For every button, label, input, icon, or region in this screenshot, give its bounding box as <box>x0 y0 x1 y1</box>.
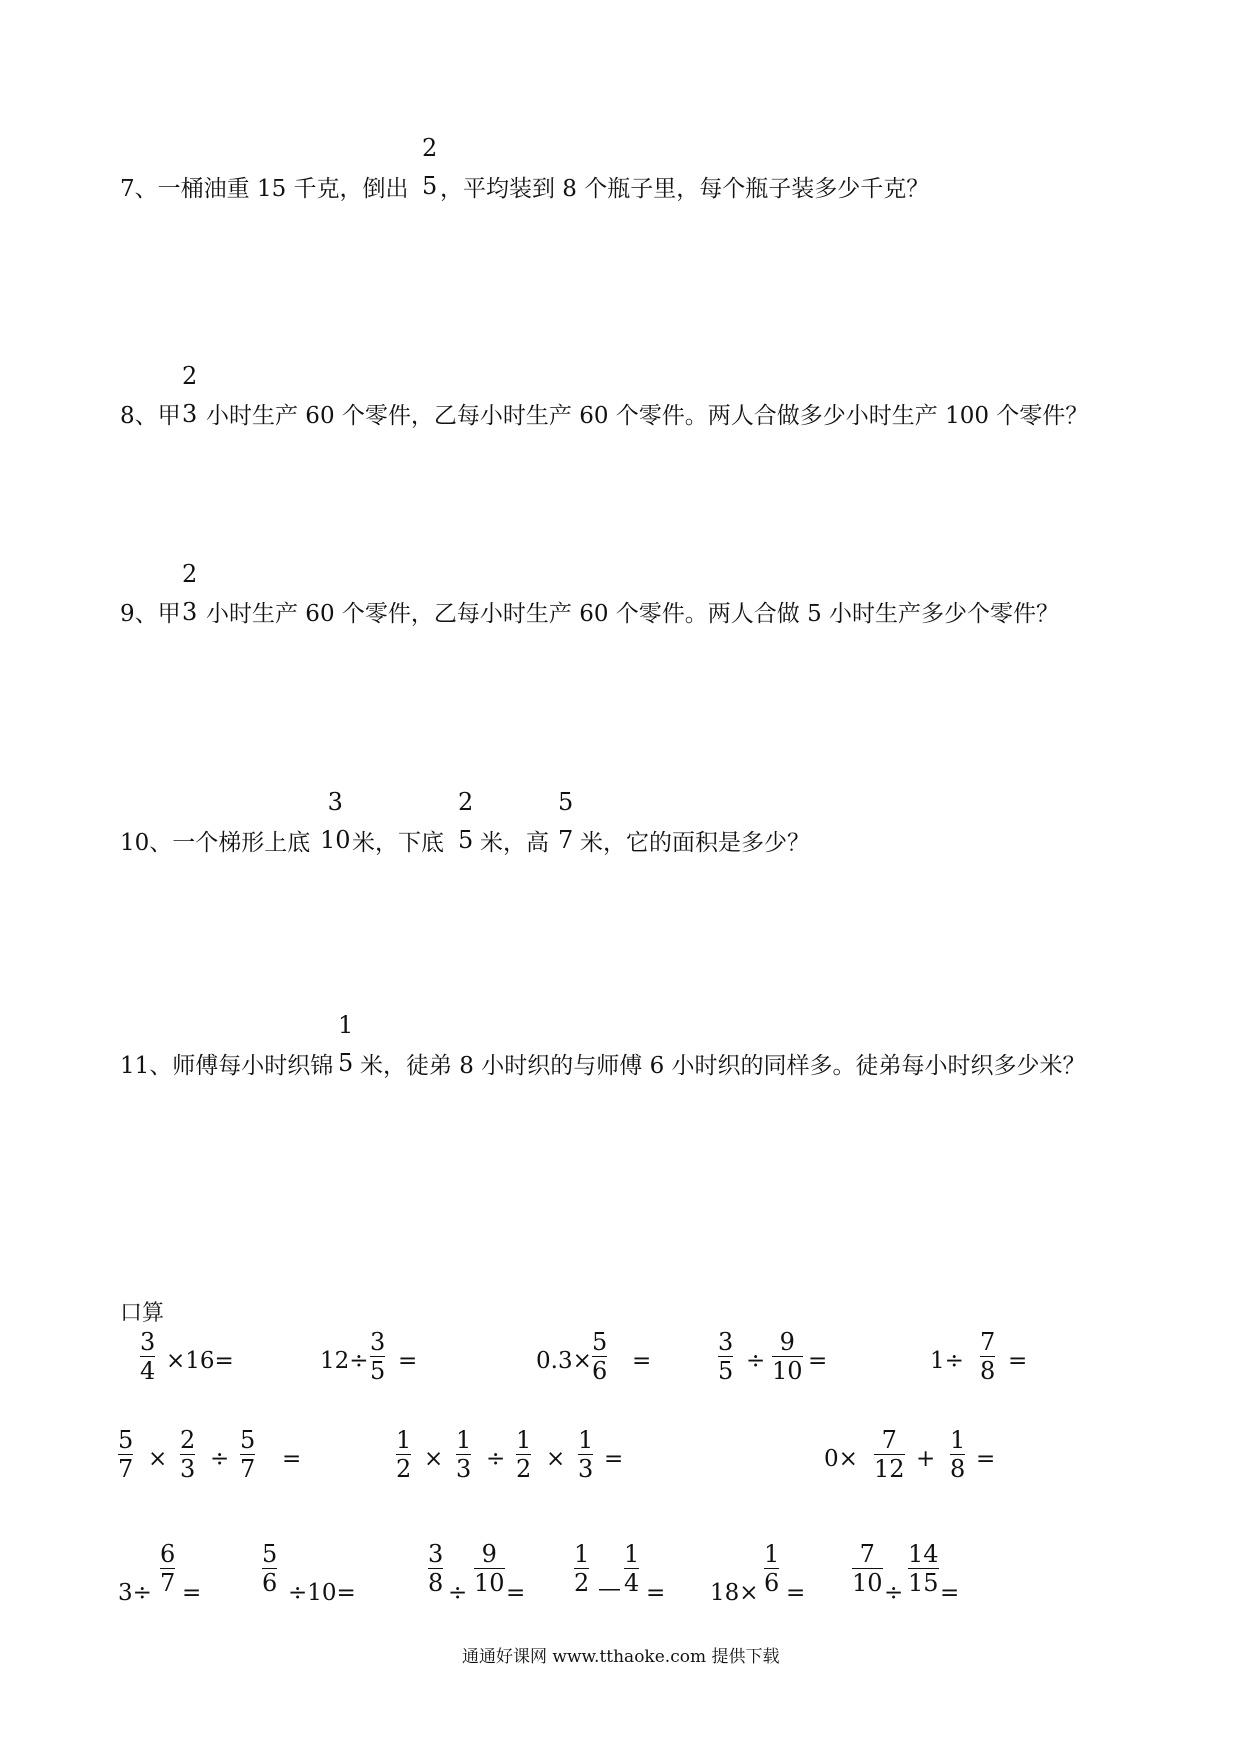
fraction <box>474 1542 505 1595</box>
operator: ÷ <box>486 1446 506 1472</box>
problem-11-text-after: 米，徒弟 8 小时织的与师傅 6 小时织的同样多。徒弟每小时织多少米？ <box>360 1053 1086 1079</box>
denominator: 6 <box>764 1569 780 1597</box>
numerator: 7 <box>980 1328 996 1356</box>
denominator: 7 <box>558 826 574 854</box>
numerator: 2 <box>422 134 438 162</box>
expr-prefix: 0.3× <box>536 1348 592 1374</box>
expr-tail: = <box>940 1580 960 1606</box>
operator: ÷ <box>746 1348 766 1374</box>
problem-10-fraction-height <box>558 790 573 852</box>
denominator: 5 <box>370 1357 386 1385</box>
problem-10-text-mid1: 米，下底 <box>352 830 444 856</box>
operator: ÷ <box>884 1580 904 1606</box>
numerator: 9 <box>474 1542 505 1569</box>
numerator: 1 <box>456 1426 472 1454</box>
numerator: 3 <box>370 1328 386 1356</box>
fraction <box>592 1330 607 1383</box>
expr-tail: = <box>182 1580 202 1606</box>
expr-tail: = <box>632 1348 652 1374</box>
denominator: 10 <box>852 1569 883 1597</box>
operator: × <box>148 1446 168 1472</box>
denominator: 4 <box>140 1357 156 1385</box>
problem-10-text-before: 10、一个梯形上底 <box>120 830 311 856</box>
denominator: 8 <box>428 1569 444 1597</box>
expr-tail: ×16= <box>166 1348 234 1374</box>
denominator: 5 <box>718 1357 734 1385</box>
fraction <box>118 1428 133 1481</box>
problem-10-text-mid2: 米，高 <box>480 830 549 856</box>
expr-tail: = <box>506 1580 526 1606</box>
fraction <box>950 1428 965 1481</box>
fraction <box>980 1330 995 1383</box>
numerator: 3 <box>428 1540 444 1568</box>
denominator: 10 <box>474 1569 505 1597</box>
denominator: 5 <box>422 172 438 200</box>
operator: + <box>916 1446 936 1472</box>
numerator: 9 <box>772 1330 803 1357</box>
denominator: 3 <box>578 1455 594 1483</box>
expr-prefix: 18× <box>710 1580 759 1606</box>
denominator: 3 <box>182 598 198 626</box>
expr-tail: = <box>786 1580 806 1606</box>
numerator: 1 <box>516 1426 532 1454</box>
denominator: 10 <box>320 826 351 854</box>
denominator: 7 <box>160 1569 176 1597</box>
problem-9-text-before: 9、甲 <box>120 601 181 627</box>
page-footer: 通通好课网 www.tthaoke.com 提供下载 <box>462 1647 780 1667</box>
problem-7-fraction <box>422 136 437 198</box>
expr-tail: = <box>1008 1348 1028 1374</box>
numerator: 3 <box>140 1328 156 1356</box>
fraction <box>370 1330 385 1383</box>
denominator: 3 <box>182 400 198 428</box>
numerator: 1 <box>764 1540 780 1568</box>
numerator: 6 <box>160 1540 176 1568</box>
denominator: 2 <box>574 1569 590 1597</box>
expr-prefix: 0× <box>824 1446 858 1472</box>
operator: — <box>598 1576 621 1602</box>
numerator: 14 <box>908 1540 939 1568</box>
numerator: 7 <box>852 1542 883 1569</box>
fraction <box>574 1542 589 1595</box>
expr-tail: = <box>646 1580 666 1606</box>
problem-8-text-after: 小时生产 60 个零件，乙每小时生产 60 个零件。两人合做多少小时生产 100 个零件？ <box>206 403 1089 429</box>
fraction <box>624 1542 639 1595</box>
fraction <box>160 1542 175 1595</box>
fraction <box>456 1428 471 1481</box>
denominator: 7 <box>240 1455 256 1483</box>
fraction <box>180 1428 195 1481</box>
denominator: 4 <box>624 1569 640 1597</box>
expr-prefix: 12÷ <box>320 1348 369 1374</box>
problem-9-fraction <box>182 562 197 624</box>
fraction <box>874 1428 905 1481</box>
numerator: 1 <box>624 1540 640 1568</box>
denominator: 10 <box>772 1357 803 1385</box>
numerator: 5 <box>592 1328 608 1356</box>
expr-tail: = <box>282 1446 302 1472</box>
denominator: 8 <box>980 1357 996 1385</box>
problem-7-text-after: ，平均装到 8 个瓶子里，每个瓶子装多少千克？ <box>440 176 930 202</box>
numerator: 5 <box>118 1426 134 1454</box>
numerator: 2 <box>180 1426 196 1454</box>
numerator: 1 <box>578 1426 594 1454</box>
problem-10-text-after: 米，它的面积是多少？ <box>580 830 810 856</box>
operator: ÷ <box>448 1580 468 1606</box>
numerator: 5 <box>558 788 574 816</box>
expr-tail: = <box>604 1446 624 1472</box>
numerator: 2 <box>458 788 474 816</box>
expr-tail: = <box>976 1446 996 1472</box>
fraction <box>578 1428 593 1481</box>
denominator: 3 <box>456 1455 472 1483</box>
numerator: 2 <box>182 560 198 588</box>
operator: × <box>546 1446 566 1472</box>
oral-heading: 口算 <box>120 1301 165 1326</box>
expr-prefix: 3÷ <box>118 1580 152 1606</box>
problem-10-fraction-top-base <box>320 790 351 852</box>
operator: ÷ <box>210 1446 230 1472</box>
fraction <box>262 1542 277 1595</box>
problem-8-fraction <box>182 364 197 426</box>
denominator: 7 <box>118 1455 134 1483</box>
fraction <box>772 1330 803 1383</box>
expr-prefix: 1÷ <box>930 1348 964 1374</box>
fraction <box>764 1542 779 1595</box>
denominator: 2 <box>516 1455 532 1483</box>
denominator: 5 <box>338 1049 354 1077</box>
problem-9-text-after: 小时生产 60 个零件，乙每小时生产 60 个零件。两人合做 5 小时生产多少个零件？ <box>206 601 1060 627</box>
problem-7-text-before: 7、一桶油重 15 千克，倒出 <box>120 176 409 202</box>
problem-11-fraction <box>338 1013 353 1075</box>
numerator: 1 <box>338 1011 354 1039</box>
problem-11-text-before: 11、师傅每小时织锦 <box>120 1053 334 1079</box>
numerator: 7 <box>874 1428 905 1455</box>
fraction <box>718 1330 733 1383</box>
operator: × <box>424 1446 444 1472</box>
numerator: 5 <box>262 1540 278 1568</box>
fraction <box>908 1542 939 1595</box>
denominator: 6 <box>262 1569 278 1597</box>
fraction <box>396 1428 411 1481</box>
fraction <box>428 1542 443 1595</box>
numerator: 3 <box>327 788 343 816</box>
numerator: 1 <box>396 1426 412 1454</box>
numerator: 1 <box>950 1426 966 1454</box>
expr-tail: = <box>808 1348 828 1374</box>
denominator: 5 <box>458 826 474 854</box>
denominator: 8 <box>950 1455 966 1483</box>
denominator: 3 <box>180 1455 196 1483</box>
fraction <box>140 1330 155 1383</box>
denominator: 15 <box>908 1569 939 1597</box>
expr-tail: ÷10= <box>288 1580 356 1606</box>
denominator: 12 <box>874 1455 905 1483</box>
numerator: 2 <box>182 362 198 390</box>
fraction <box>240 1428 255 1481</box>
denominator: 6 <box>592 1357 608 1385</box>
expr-tail: = <box>398 1348 418 1374</box>
problem-10-fraction-bottom-base <box>458 790 473 852</box>
numerator: 1 <box>574 1540 590 1568</box>
problem-8-text-before: 8、甲 <box>120 403 181 429</box>
fraction <box>516 1428 531 1481</box>
denominator: 2 <box>396 1455 412 1483</box>
numerator: 5 <box>240 1426 256 1454</box>
fraction <box>852 1542 883 1595</box>
numerator: 3 <box>718 1328 734 1356</box>
